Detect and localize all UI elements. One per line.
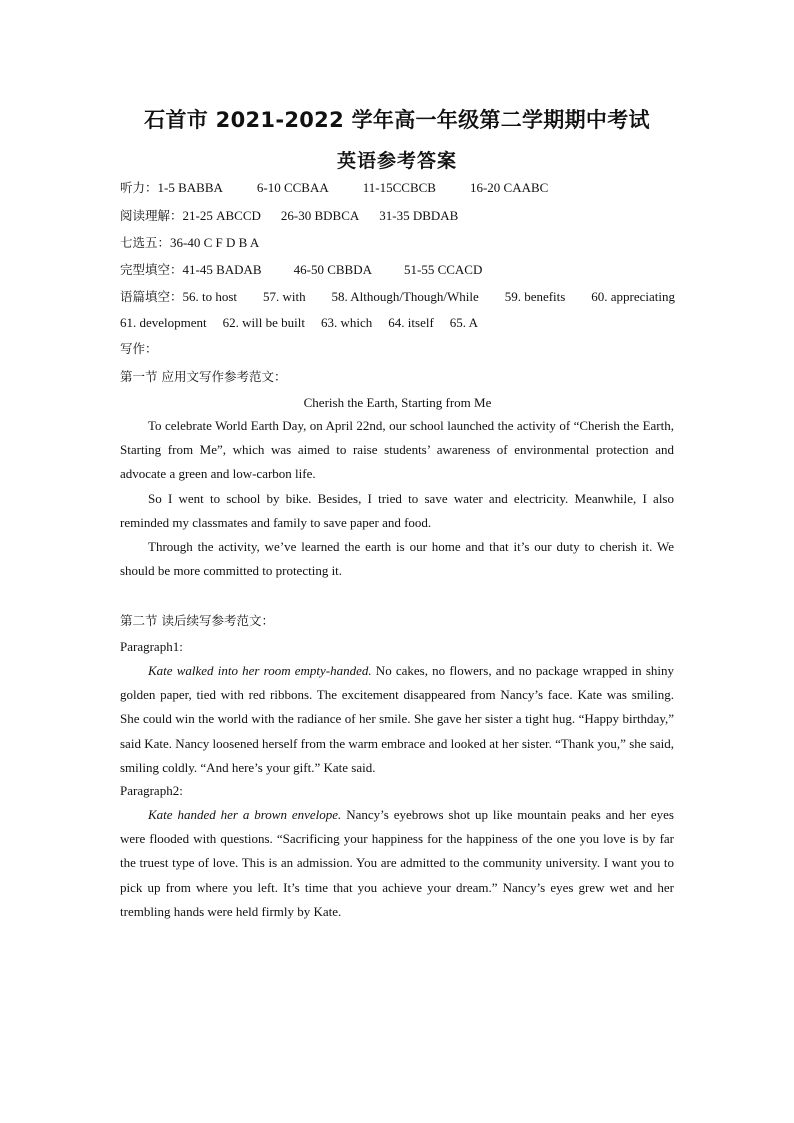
grammar-fill-answers-line1 (120, 285, 675, 309)
answer-item: 59. benefits (504, 289, 566, 304)
writing-label: 写作： (120, 341, 158, 356)
listening-label: 听力： (120, 180, 158, 195)
answer-item: 63. which (321, 315, 373, 330)
paragraph2-lead: Kate handed her a brown envelope. (148, 807, 342, 822)
answer-group: 26-30 BDBCA (280, 208, 360, 223)
answer-group: 51-55 CCACD (403, 262, 483, 277)
answer-group: 6-10 CCBAA (256, 180, 329, 195)
answer-item: 56. to host (182, 289, 238, 304)
essay-paragraph: So I went to school by bike. Besides, I tried to save water and electricity. Meanwhile, I also reminded my classmates and family to save paper and food. (120, 491, 674, 531)
answer-group: 16-20 CAABC (469, 180, 549, 195)
answer-group: 1-5 BABBA (157, 180, 223, 195)
page-title: 石首市 2021-2022 学年高一年级第二学期期中考试 (144, 108, 650, 132)
paragraph1-label: Paragraph1: (120, 639, 183, 654)
answer-group: 46-50 CBBDA (293, 262, 372, 277)
answer-group: 31-35 DBDAB (379, 208, 459, 223)
answer-group: 36-40 C F D B A (170, 235, 260, 250)
reading-label: 阅读理解： (120, 208, 183, 223)
continuation-paragraph-1 (120, 659, 674, 780)
paragraph1-lead: Kate walked into her room empty-handed. (148, 663, 372, 678)
section2-heading: 第二节 读后续写参考范文： (120, 613, 274, 628)
continuation-paragraph-2 (120, 803, 674, 924)
answer-group: 21-25 ABCCD (182, 208, 261, 223)
paragraph1-text: No cakes, no flowers, and no package wrapped in shiny golden paper, tied with red ribbons. The excitement disappeared from Nancy’s face. Kate was smiling. She could win the world with the radiance of her smile. She gave her sister a tight hug. “Happy birthday,” said Kate. Nancy loosened herself from the warm embrace and looked at her sister. “Thank you,” she said, smiling coldly. “And here’s your gift.” Kate said. (120, 663, 674, 775)
seven-five-label: 七选五： (120, 235, 171, 250)
page-subtitle: 英语参考答案 (336, 150, 457, 172)
cloze-label: 完型填空： (120, 262, 183, 277)
section1-heading: 第一节 应用文写作参考范文： (120, 369, 287, 384)
answer-item: 57. with (262, 289, 306, 304)
answer-item: 60. appreciating (591, 289, 675, 304)
answer-group: 41-45 BADAB (182, 262, 262, 277)
seven-five-answers (120, 231, 675, 255)
essay-title: Cherish the Earth, Starting from Me (303, 395, 492, 410)
answer-group: 11-15CCBCB (362, 180, 436, 195)
paragraph2-label: Paragraph2: (120, 783, 183, 798)
answer-item: 61. development (120, 315, 207, 330)
essay-paragraph: Through the activity, we’ve learned the earth is our home and that it’s our duty to cherish it. We should be more committed to protecting it. (120, 539, 674, 579)
cloze-answers (120, 258, 675, 282)
answer-item: 64. itself (388, 315, 434, 330)
grammar-fill-answers-line2 (120, 311, 675, 335)
essay-paragraph: To celebrate World Earth Day, on April 22nd, our school launched the activity of “Cherish the Earth, Starting from Me”, which was aimed to raise students’ awareness of environmental protection and advocate a green and low-carbon life. (120, 418, 674, 482)
answer-item: 58. Although/Though/While (331, 289, 479, 304)
reading-answers (120, 204, 675, 228)
listening-answers (120, 176, 675, 200)
answer-item: 62. will be built (222, 315, 305, 330)
grammar-fill-label: 语篇填空： (120, 289, 183, 304)
paragraph2-text: Nancy’s eyebrows shot up like mountain peaks and her eyes were flooded with questions. “Sacrificing your happiness for the happiness of the one you love is by far the truest type of love. This is an admission. You are admitted to the community university. I want you to pick up from where you left. It’s time that you achieve your dream.” Nancy’s eyes grew wet and her trembling hands were held firmly by Kate. (120, 807, 674, 919)
answer-item: 65. A (449, 315, 478, 330)
